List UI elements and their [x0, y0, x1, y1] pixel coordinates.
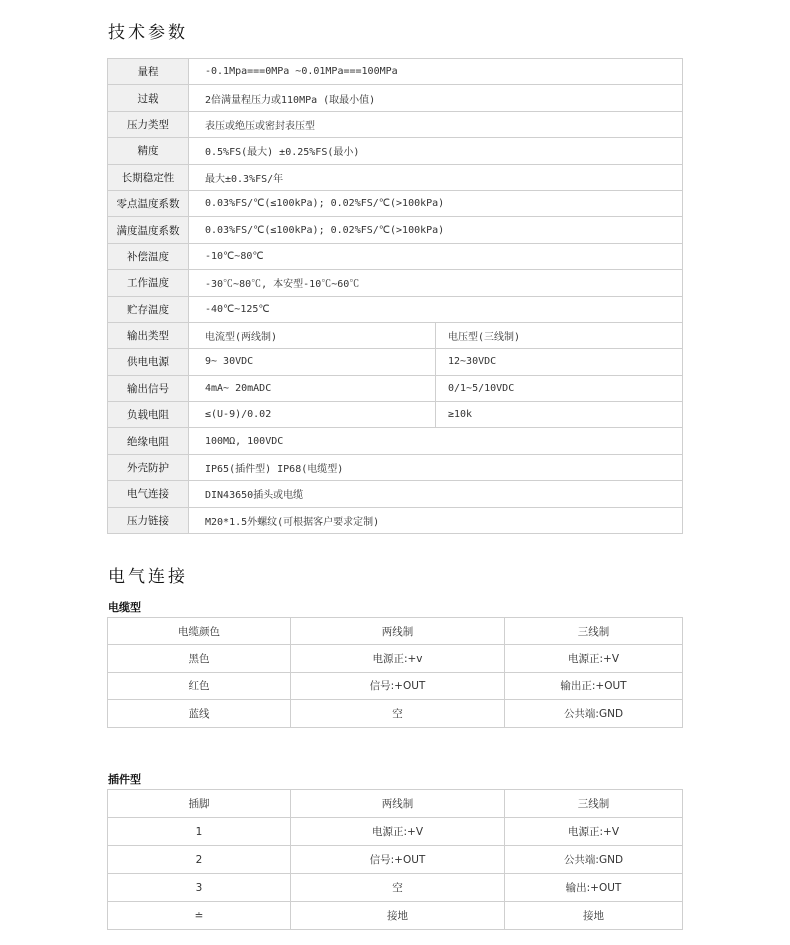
spec-value: 0.03%FS/℃(≤100kPa); 0.02%FS/℃(>100kPa) — [189, 190, 683, 216]
spec-row — [108, 243, 683, 269]
table-cell: 接地 — [291, 902, 505, 930]
tech-params-title: 技术参数 — [108, 23, 188, 43]
table-header-row — [108, 790, 683, 818]
spec-label: 外壳防护 — [108, 454, 189, 480]
table-cell: 电源正:+v — [291, 645, 505, 672]
spec-label: 输出信号 — [108, 375, 189, 401]
table-cell: 输出正:+OUT — [505, 672, 683, 699]
spec-row — [108, 375, 683, 401]
table-cell: 电源正:+V — [505, 818, 683, 846]
table-row — [108, 645, 683, 672]
spec-label: 负载电阻 — [108, 402, 189, 428]
spec-label: 工作温度 — [108, 270, 189, 296]
table-cell: 接地 — [505, 902, 683, 930]
spec-value: 2倍满量程压力或110MPa (取最小值) — [189, 85, 683, 111]
table-cell: 空 — [291, 874, 505, 902]
table-row — [108, 846, 683, 874]
spec-value: 4mA~ 20mADC — [189, 375, 436, 401]
spec-value: 0.03%FS/℃(≤100kPa); 0.02%FS/℃(>100kPa) — [189, 217, 683, 243]
plug-type-title: 插件型 — [108, 773, 141, 786]
table-cell: 输出:+OUT — [505, 874, 683, 902]
table-cell: 红色 — [108, 672, 291, 699]
spec-row — [108, 481, 683, 507]
table-cell: 信号:+OUT — [291, 672, 505, 699]
spec-row — [108, 349, 683, 375]
table-header-row — [108, 618, 683, 645]
spec-label: 压力类型 — [108, 111, 189, 137]
electrical-connection-title: 电气连接 — [108, 567, 188, 587]
spec-value: -0.1Mpa===0MPa ~0.01MPa===100MPa — [189, 59, 683, 85]
spec-value: -30℃~80℃, 本安型-10℃~60℃ — [189, 270, 683, 296]
spec-value: 最大±0.3%FS/年 — [189, 164, 683, 190]
spec-label: 绝缘电阻 — [108, 428, 189, 454]
spec-value: ≤(U-9)/0.02 — [189, 402, 436, 428]
column-header: 三线制 — [505, 790, 683, 818]
spec-value: DIN43650插头或电缆 — [189, 481, 683, 507]
table-cell: 蓝线 — [108, 700, 291, 727]
spec-value-alt: 12~30VDC — [436, 349, 683, 375]
spec-row — [108, 190, 683, 216]
table-cell: 1 — [108, 818, 291, 846]
spec-value: 9~ 30VDC — [189, 349, 436, 375]
spec-label: 输出类型 — [108, 322, 189, 348]
spec-label: 过载 — [108, 85, 189, 111]
table-cell: 公共端:GND — [505, 846, 683, 874]
column-header: 两线制 — [291, 618, 505, 645]
spec-row — [108, 454, 683, 480]
spec-value-alt: 0/1~5/10VDC — [436, 375, 683, 401]
spec-row — [108, 59, 683, 85]
spec-label: 零点温度系数 — [108, 190, 189, 216]
column-header: 插脚 — [108, 790, 291, 818]
spec-label: 长期稳定性 — [108, 164, 189, 190]
table-cell: 3 — [108, 874, 291, 902]
spec-value: 100MΩ, 100VDC — [189, 428, 683, 454]
table-cell: 信号:+OUT — [291, 846, 505, 874]
spec-row — [108, 217, 683, 243]
spec-value: M20*1.5外螺纹(可根据客户要求定制) — [189, 507, 683, 533]
table-row — [108, 672, 683, 699]
table-row — [108, 700, 683, 727]
spec-row — [108, 428, 683, 454]
spec-value: 电流型(两线制) — [189, 322, 436, 348]
spec-value-alt: ≥10k — [436, 402, 683, 428]
spec-label: 供电电源 — [108, 349, 189, 375]
table-row — [108, 874, 683, 902]
table-cell: 公共端:GND — [505, 700, 683, 727]
column-header: 两线制 — [291, 790, 505, 818]
spec-row — [108, 296, 683, 322]
spec-value: -10℃~80℃ — [189, 243, 683, 269]
spec-row — [108, 322, 683, 348]
spec-row — [108, 164, 683, 190]
spec-value: 表压或绝压或密封表压型 — [189, 111, 683, 137]
table-cell: 电源正:+V — [291, 818, 505, 846]
spec-row — [108, 85, 683, 111]
spec-value: IP65(插件型) IP68(电缆型) — [189, 454, 683, 480]
spec-row — [108, 507, 683, 533]
spec-value: 0.5%FS(最大) ±0.25%FS(最小) — [189, 138, 683, 164]
spec-label: 压力链接 — [108, 507, 189, 533]
table-row — [108, 818, 683, 846]
spec-label: 满度温度系数 — [108, 217, 189, 243]
spec-table — [107, 58, 683, 534]
spec-label: 贮存温度 — [108, 296, 189, 322]
table-cell: 黑色 — [108, 645, 291, 672]
table-cell: ≐ — [108, 902, 291, 930]
table-row — [108, 902, 683, 930]
spec-label: 补偿温度 — [108, 243, 189, 269]
table-cell: 2 — [108, 846, 291, 874]
spec-row — [108, 270, 683, 296]
spec-row — [108, 402, 683, 428]
cable-table — [107, 617, 683, 728]
spec-label: 精度 — [108, 138, 189, 164]
cable-type-title: 电缆型 — [108, 601, 141, 614]
spec-value-alt: 电压型(三线制) — [436, 322, 683, 348]
table-cell: 空 — [291, 700, 505, 727]
spec-row — [108, 111, 683, 137]
plug-table — [107, 789, 683, 930]
spec-label: 量程 — [108, 59, 189, 85]
spec-label: 电气连接 — [108, 481, 189, 507]
spec-row — [108, 138, 683, 164]
spec-value: -40℃~125℃ — [189, 296, 683, 322]
table-cell: 电源正:+V — [505, 645, 683, 672]
column-header: 电缆颜色 — [108, 618, 291, 645]
column-header: 三线制 — [505, 618, 683, 645]
